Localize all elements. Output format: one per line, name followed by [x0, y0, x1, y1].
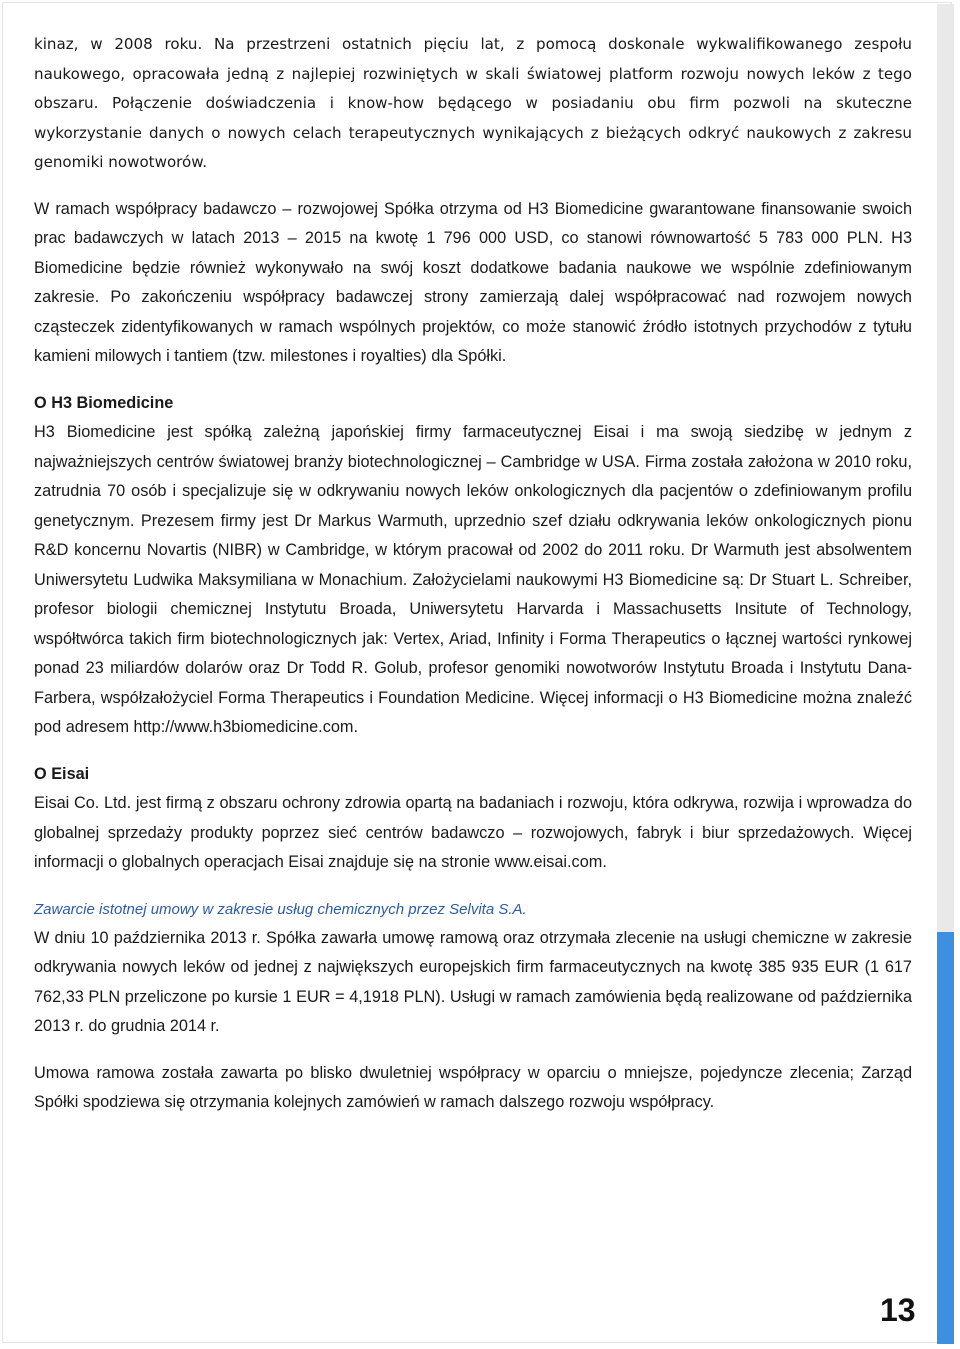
paragraph-selvita-agreement: W dniu 10 października 2013 r. Spółka zawarła umowę ramową oraz otrzymała zlecenie na usługi chemiczne w zakresie odkrywania nowych leków od jednej z największych europejskich firm farmaceutycznych na kwotę 385 935 EUR (1 617 762,33 PLN przeliczone po kursie 1 EUR = 4,1918 PLN). Usługi w ramach zamówienia będą realizowane od października 2013 r. do grudnia 2014 r. — [34, 928, 912, 1035]
paragraph-cooperation: W ramach współpracy badawczo – rozwojowej Spółka otrzyma od H3 Biomedicine gwarantowane finansowanie swoich prac badawczych w latach 2013 – 2015 na kwotę 1 796 000 USD, co stanowi równowartość 5 783 000 PLN. H3 Biomedicine będzie również wykonywało na swój koszt dodatkowe badania naukowe we wspólnie zdefiniowanym zakresie. Po zakończeniu współpracy badawczej strony zamierzają dalej współpracować nad rozwojem nowych cząsteczek zidentyfikowanych w ramach wspólnych projektów, co może stanowić źródło istotnych przychodów z tytułu kamieni milowych i tantiem (tzw. milestones i royalties) dla Spółki. — [34, 199, 912, 365]
paragraph-h3-biomedicine: H3 Biomedicine jest spółką zależną japońskiej firmy farmaceutycznej Eisai i ma swoją siedzibę w jednym z najważniejszych centrów światowej branży biotechnologicznej – Cambridge w USA. Firma została założona w 2010 roku, zatrudnia 70 osób i specjalizuje się w odkrywaniu nowych leków onkologicznych dla pacjentów o zdefiniowanym profilu genetycznym. Prezesem firmy jest Dr Markus Warmuth, uprzednio szef działu odkrywania leków onkologicznych pionu R&D koncernu Novartis (NIBR) w Cambridge, w którym pracował od 2002 do 2011 roku. Dr Warmuth jest absolwentem Uniwersytetu Ludwika Maksymiliana w Monachium. Założycielami naukowymi H3 Biomedicine są: Dr Stuart L. Schreiber, profesor biologii chemicznej Instytutu Broada, Uniwersytetu Harvarda i Massachusetts Insitute of Technology, współtwórca takich firm biotechnologicznych jak: Vertex, Ariad, Infinity i Forma Therapeutics o łącznej wartości rynkowej ponad 23 miliardów dolarów oraz Dr Todd R. Golub, profesor genomiki nowotworów Instytutu Broada i Instytutu Dana-Farbera, współzałożyciel Forma Therapeutics i Foundation Medicine. Więcej informacji o H3 Biomedicine można znaleźć pod adresem http://www.h3biomedicine.com. — [34, 423, 912, 736]
paragraph-eisai: Eisai Co. Ltd. jest firmą z obszaru ochrony zdrowia opartą na badaniach i rozwoju, która odkrywa, rozwija i wprowadza do globalnej sprzedaży produkty poprzez sieć centrów badawczo – rozwojowych, fabryk i biur sprzedażowych. Więcej informacji o globalnych operacjach Eisai znajduje się na stronie www.eisai.com. — [34, 794, 912, 871]
page-number: 13 — [880, 1292, 916, 1328]
side-bar-blue-accent — [937, 932, 954, 1344]
paragraph-intro: kinaz, w 2008 roku. Na przestrzeni ostatnich pięciu lat, z pomocą doskonale wykwalifikowanego zespołu naukowego, opracowała jedną z najlepiej rozwiniętych w skali światowej platform rozwoju nowych leków z tego obszaru. Połączenie doświadczenia i know-how będącego w posiadaniu obu firm pozwoli na skuteczne wykorzystanie danych o nowych celach terapeutycznych wynikających z bieżących odkryć naukowych z zakresu genomiki nowotworów. — [34, 35, 912, 171]
heading-eisai: O Eisai — [34, 764, 90, 783]
paragraph-framework-agreement: Umowa ramowa została zawarta po blisko dwuletniej współpracy w oparciu o mniejsze, pojedyncze zlecenia; Zarząd Spółki spodziewa się otrzymania kolejnych zamówień w ramach dalszego rozwoju współpracy. — [34, 1063, 912, 1111]
heading-h3-biomedicine: O H3 Biomedicine — [34, 393, 174, 412]
document-body — [34, 30, 912, 1118]
heading-selvita-agreement: Zawarcie istotnej umowy w zakresie usług chemicznych przez Selvita S.A. — [34, 900, 527, 918]
side-bar-grey — [937, 4, 954, 932]
